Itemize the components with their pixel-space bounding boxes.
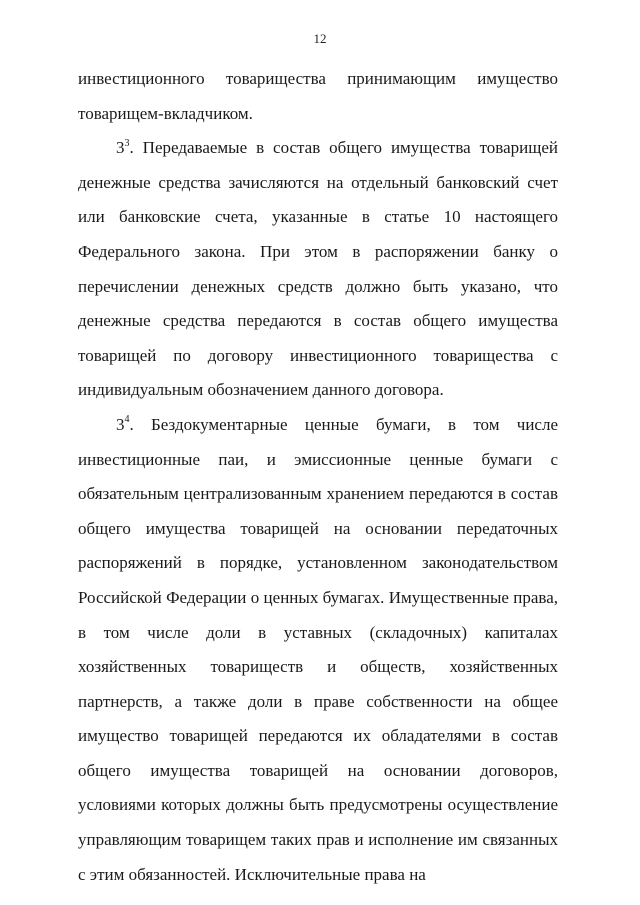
- paragraph-text: . Бездокументарные ценные бумаги, в том числе инвестиционные паи, и эмиссионные ценные бумаги с обязательным централизованным хранением передаются в состав общего имущества товарищей на основании передаточных распоряжений в порядке, установленном законодательством Российской Федерации о ценных бумагах. Имущественные права, в том числе доли в уставных (складочных) капиталах хозяйственных товариществ и обществ, хозяйственных партнерств, а также доли в праве собственности на общее имущество товарищей передаются их обладателями в состав общего имущества товарищей на основании договоров, условиями которых должны быть предусмотрены осуществление управляющим товарищем таких прав и исполнение им связанных с этим обязанностей. Исключительные права на: [78, 414, 558, 884]
- paragraph-3-3: [78, 131, 558, 408]
- paragraph-text: . Передаваемые в состав общего имущества товарищей денежные средства зачисляются на отдельный банковский счет или банковские счета, указанные в статье 10 настоящего Федерального закона. При этом в распоряжении банку о перечислении денежных средств должно быть указано, что денежные средства передаются в состав общего имущества товарищей по договору инвестиционного товарищества с индивидуальным обозначением данного договора.: [78, 138, 558, 400]
- paragraph-number-superscript: 3: [124, 137, 130, 149]
- paragraph-number-superscript: 4: [124, 414, 130, 426]
- page-number: 12: [313, 31, 327, 46]
- document-body: [78, 62, 558, 892]
- paragraph-number: 3: [116, 138, 125, 158]
- paragraph-3-4: [78, 408, 558, 892]
- paragraph-text: инвестиционного товарищества принимающим имущество товарищем-вкладчиком.: [78, 69, 558, 123]
- paragraph-number: 3: [116, 414, 125, 434]
- paragraph-continuation: [78, 62, 558, 131]
